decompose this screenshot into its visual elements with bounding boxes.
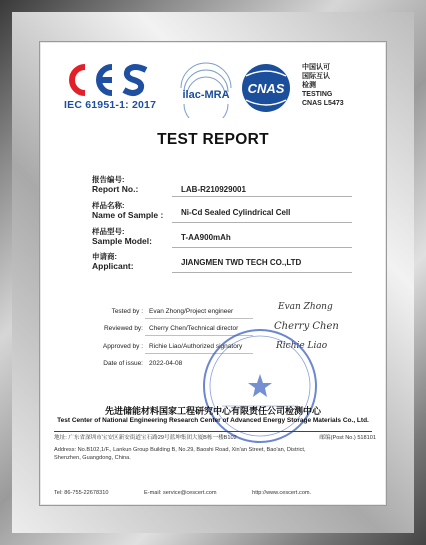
cnas-info-line: 检测 (302, 82, 316, 89)
cnas-info-line: TESTING (302, 91, 333, 98)
postcode: 邮编(Post No.) 518101 (319, 435, 376, 441)
cnas-logo-icon (236, 62, 296, 114)
field-underline (172, 222, 352, 223)
reviewed-by-value: Cherry Chen/Technical director (149, 325, 239, 332)
official-stamp-icon (200, 326, 320, 446)
report-number-value: LAB-R210929001 (181, 185, 246, 194)
ilac-mra-logo-icon (178, 60, 234, 118)
cnas-info-line: CNAS L5473 (302, 100, 344, 107)
field-underline (172, 272, 352, 273)
address-cn-line (54, 434, 376, 442)
field-underline (172, 196, 352, 197)
field-label-cn: 样品名称: (92, 201, 125, 210)
signature-underline (145, 318, 253, 319)
certificate-paper (40, 42, 386, 505)
field-applicant (92, 252, 134, 271)
field-report-no (92, 175, 138, 194)
applicant-value: JIANGMEN TWD TECH CO.,LTD (181, 258, 302, 267)
address-cn: 地址: 广东省深圳市宝安区新安街道宝石路29号蓝坤集团大厦B栋一楼B102 (54, 435, 237, 441)
cnas-info-line: 中国认可 (302, 64, 330, 71)
cnas-accreditation-info (302, 63, 344, 108)
tester-signature: Evan Zhong (278, 302, 333, 312)
contact-row (54, 490, 321, 496)
ces-logo-icon (68, 62, 150, 98)
cnas-logo-text: CNAS (247, 81, 285, 96)
field-label-cn: 报告编号: (92, 175, 125, 184)
approved-by-value: Richie Liao/Authorized signatory (149, 343, 243, 350)
standard-label: IEC 61951-1: 2017 (64, 99, 157, 111)
date-of-issue-label: Date of issue: (103, 360, 143, 367)
field-label-cn: 样品型号: (92, 227, 125, 236)
tested-by-value: Evan Zhong/Project engineer (149, 308, 234, 315)
tested-by-row (88, 308, 233, 315)
field-label-en: Name of Sample : (92, 210, 164, 220)
field-label-en: Sample Model: (92, 236, 152, 246)
contact-email[interactable]: E-mail: service@cescert.com (144, 490, 217, 496)
field-sample-name (92, 201, 163, 220)
reviewed-by-label: Reviewed by: (103, 325, 143, 332)
field-sample-model (92, 227, 152, 246)
test-center-name-cn: 先进储能材料国家工程研究中心有限责任公司检测中心 (104, 406, 321, 416)
ilac-logo-text: ilac-MRA (182, 89, 230, 101)
field-underline (172, 247, 352, 248)
field-label-cn: 申请商: (92, 252, 117, 261)
address-en-line-1: Address: No.B102,1/F., Lankun Group Building B, No.29, Baoshi Road, Xin'an Street, Bao'an, District, (54, 447, 306, 453)
date-of-issue-value: 2022-04-08 (149, 360, 183, 367)
field-label-en: Report No.: (92, 184, 139, 194)
sample-model-value: T-AA900mAh (181, 233, 231, 242)
document-title: TEST REPORT (157, 131, 269, 148)
approved-by-label: Approved by : (102, 343, 143, 350)
sample-name-value: Ni-Cd Sealed Cylindrical Cell (181, 208, 291, 217)
field-label-en: Applicant: (92, 261, 134, 271)
reviewer-signature: Cherry Chen (274, 321, 339, 332)
address-en-line-2: Shenzhen, Guangdong, China. (54, 455, 131, 461)
ces-logo-text: CES (68, 62, 71, 63)
contact-telephone: Tel: 86-755-22678310 (54, 490, 109, 496)
approver-signature: Richie Liao (276, 341, 328, 351)
footer-divider (54, 431, 372, 432)
tested-by-label: Tested by : (111, 308, 143, 315)
cnas-info-line: 国际互认 (302, 73, 330, 80)
contact-website[interactable]: http://www.cescert.com. (252, 490, 312, 496)
test-center-name-en: Test Center of National Engineering Research Center of Advanced Energy Storage Materials Co., Ltd. (57, 417, 369, 424)
date-of-issue-row (88, 360, 182, 367)
